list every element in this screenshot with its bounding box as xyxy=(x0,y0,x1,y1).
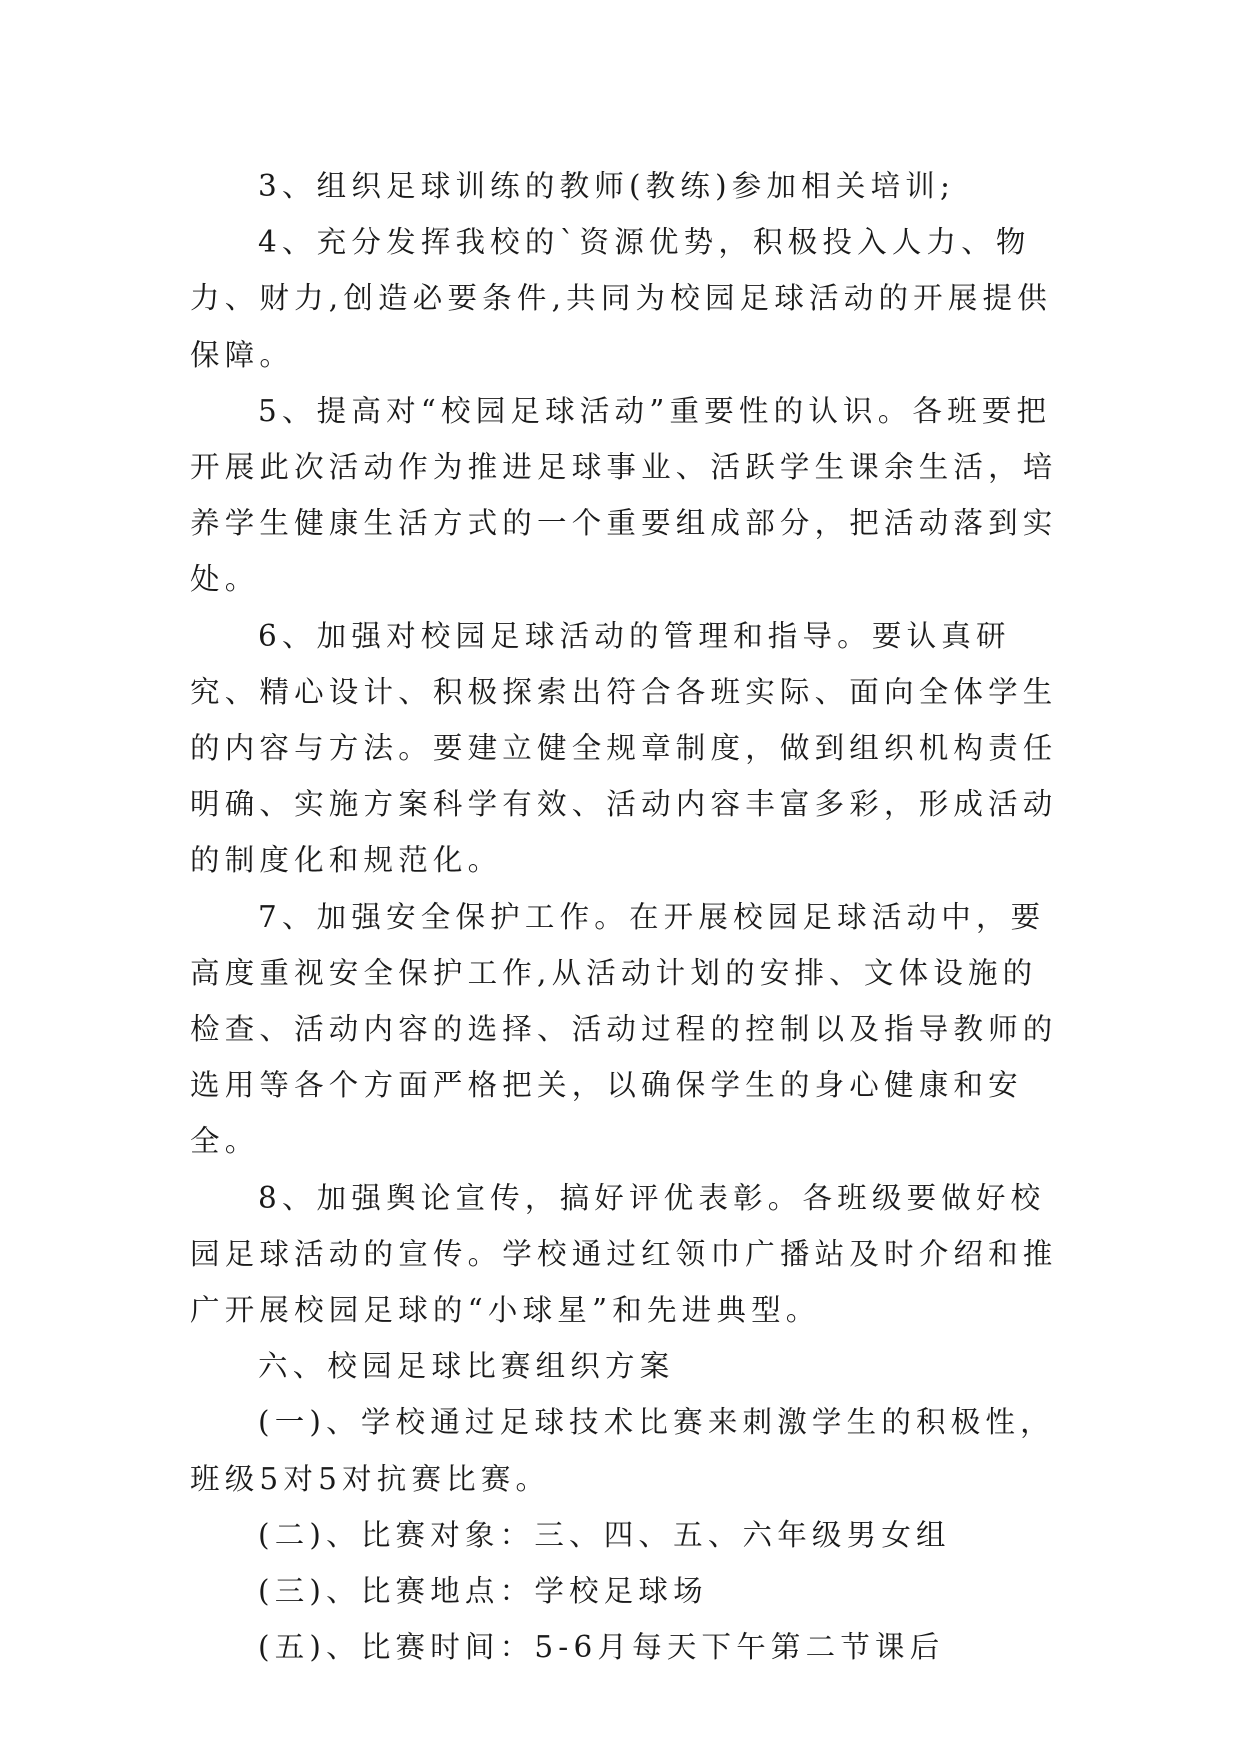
competition-item-participants: (二)、比赛对象：三、四、五、六年级男女组 xyxy=(258,1517,951,1552)
competition-item-venue: (三)、比赛地点：学校足球场 xyxy=(258,1574,708,1609)
paragraph-item-5-awareness: 5、提高对“校园足球活动”重要性的认识。各班要把开展此次活动作为推进足球事业、活跃学生课余生活，培养学生健康生活方式的一个重要组成部分，把活动落到实处。 xyxy=(190,393,1058,597)
competition-item-time: (五)、比赛时间：5-6月每天下午第二节课后 xyxy=(258,1630,945,1665)
paragraph-item-4-resources: 4、充分发挥我校的`资源优势，积极投入人力、物力、财力,创造必要条件,共同为校园足球活动的开展提供保障。 xyxy=(190,225,1052,372)
section-heading-competition-plan: 六、校园足球比赛组织方案 xyxy=(258,1349,675,1384)
paragraph-item-6-management: 6、加强对校园足球活动的管理和指导。要认真研究、精心设计、积极探索出符合各班实际、面向全体学生的内容与方法。要建立健全规章制度，做到组织机构责任明确、实施方案科学有效、活动内容丰富多彩，形成活动的制度化和规范化。 xyxy=(190,618,1058,878)
paragraph-item-7-safety: 7、加强安全保护工作。在开展校园足球活动中，要高度重视安全保护工作,从活动计划的安排、文体设施的检查、活动内容的选择、活动过程的控制以及指导教师的选用等各个方面严格把关，以确保学生的身心健康和安全。 xyxy=(190,899,1058,1159)
competition-item-format: (一)、学校通过足球技术比赛来刺激学生的积极性，班级5对5对抗赛比赛。 xyxy=(190,1405,1055,1496)
paragraph-item-3-training: 3、组织足球训练的教师(教练)参加相关培训; xyxy=(258,169,956,203)
document-body xyxy=(190,158,1070,1675)
paragraph-item-8-publicity: 8、加强舆论宣传，搞好评优表彰。各班级要做好校园足球活动的宣传。学校通过红领巾广播站及时介绍和推广开展校园足球的“小球星”和先进典型。 xyxy=(190,1180,1058,1328)
